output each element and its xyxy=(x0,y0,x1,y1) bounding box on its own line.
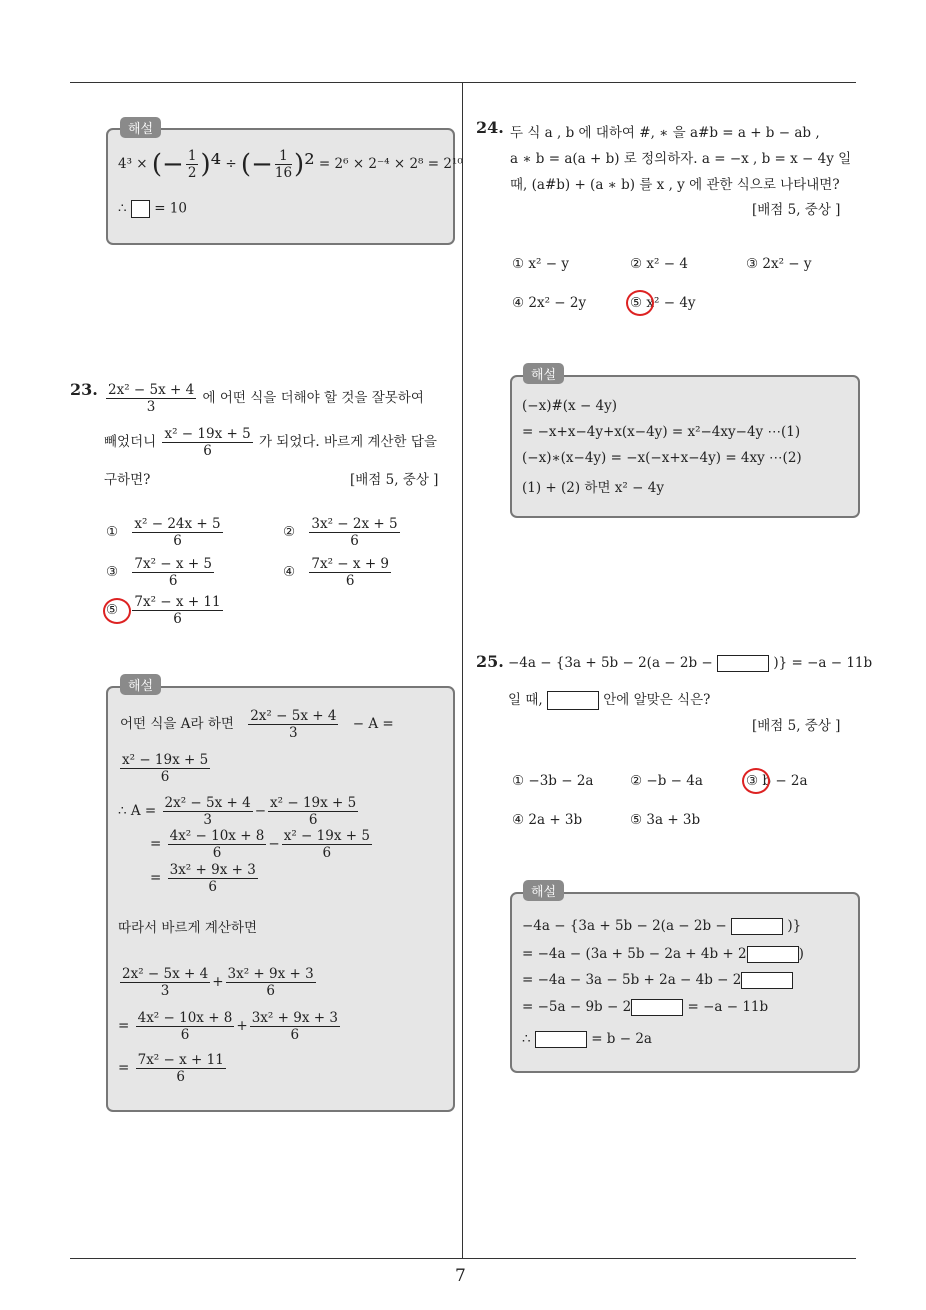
top-rule xyxy=(70,82,856,83)
q23-sol-frac-b: $\frac{\text{x² − 19x + 5}}{6}$ xyxy=(122,752,209,785)
q24-stem-line1: 두 식 a , b 에 대하여 #, ∗ 을 a#b = a + b − ab , xyxy=(510,125,820,141)
q23-choice-3[interactable]: ③ $\frac{\text{7x² − x + 5}}{6}$ xyxy=(106,556,213,589)
q25-blank-box-2 xyxy=(547,691,599,710)
q23-choice-4[interactable]: ④ $\frac{\text{7x² − x + 9}}{6}$ xyxy=(283,556,390,589)
q24-solution-tag: 해설 xyxy=(523,363,564,384)
q23-sol-intro: 어떤 식을 A라 하면 $\frac{\text{2x² − 5x + 4}}{3}$ − A = xyxy=(120,708,394,741)
q24-stem-line2: a ∗ b = a(a + b) 로 정의하자. a = −x , b = x − 4y 일 xyxy=(510,151,852,167)
q25-choice-3[interactable]: ③ b − 2a xyxy=(746,773,808,789)
q23-answer-mark xyxy=(103,598,131,624)
q25-sol-line2: = −4a − (3a + 5b − 2a + 4b + 2 ) xyxy=(522,946,804,962)
q24-sol-line1: (−x)#(x − 4y) xyxy=(522,398,618,414)
q24-choice-5[interactable]: ⑤ x² − 4y xyxy=(630,295,696,311)
q25-sol-blank-3 xyxy=(741,972,793,989)
q25-choice-4[interactable]: ④ 2a + 3b xyxy=(512,812,583,828)
q23-sol-therefore: 따라서 바르게 계산하면 xyxy=(118,920,257,936)
q23-sol-step2: = $\frac{\text{4x² − 10x + 8}}{6}$ − $\frac{\text{x² − 19x + 5}}{6}$ xyxy=(150,828,370,861)
q24-choice-1[interactable]: ① x² − y xyxy=(512,256,569,272)
q25-answer-mark xyxy=(742,768,770,794)
q23-solution-tag: 해설 xyxy=(120,674,161,695)
q22-solution-box xyxy=(106,128,455,245)
q23-choice-2[interactable]: ② $\frac{\text{3x² − 2x + 5}}{6}$ xyxy=(283,516,398,549)
q25-sol-line1: −4a − {3a + 5b − 2(a − 2b − )} xyxy=(522,918,802,934)
q25-sol-line5: ∴ = b − 2a xyxy=(522,1031,652,1047)
q23-sol-sum2: = $\frac{\text{4x² − 10x + 8}}{6}$ + $\frac{\text{3x² + 9x + 3}}{6}$ xyxy=(118,1010,338,1043)
q24-choice-4[interactable]: ④ 2x² − 2y xyxy=(512,295,587,311)
page-number: 7 xyxy=(455,1266,466,1286)
q23-sol-step1: ∴ A = $\frac{\text{2x² − 5x + 4}}{3}$ − $\frac{\text{x² − 19x + 5}}{6}$ xyxy=(118,795,357,828)
q24-choice-3[interactable]: ③ 2x² − y xyxy=(746,256,812,272)
q25-choice-2[interactable]: ② −b − 4a xyxy=(630,773,703,789)
q24-sol-line2: = −x+x−4y+x(x−4y) = x²−4xy−4y ⋯(1) xyxy=(522,424,801,440)
q22-solution-line2: ∴ = 10 xyxy=(118,200,187,217)
q23-choice-5[interactable]: ⑤ $\frac{\text{7x² − x + 11}}{6}$ xyxy=(106,594,221,627)
q23-number: 23. xyxy=(70,380,98,399)
q25-stem-line2: 일 때, 안에 알맞은 식은? xyxy=(508,692,711,708)
q25-stem-line1: −4a − {3a + 5b − 2(a − 2b − )} = −a − 11b xyxy=(508,655,873,671)
q25-sol-blank-2 xyxy=(747,946,799,963)
q24-answer-mark xyxy=(626,290,654,316)
q24-choice-2[interactable]: ② x² − 4 xyxy=(630,256,688,272)
answer-blank-box xyxy=(131,200,150,218)
q22-solution-tag: 해설 xyxy=(120,117,161,138)
q25-sol-blank-1 xyxy=(731,918,783,935)
q25-choice-5[interactable]: ⑤ 3a + 3b xyxy=(630,812,701,828)
q23-sol-step3: = $\frac{\text{3x² + 9x + 3}}{6}$ xyxy=(150,862,256,895)
q25-solution-tag: 해설 xyxy=(523,880,564,901)
q25-sol-line4: = −5a − 9b − 2 = −a − 11b xyxy=(522,999,769,1015)
q25-number: 25. xyxy=(476,652,504,671)
q23-stem-line2: 빼었더니 $\frac{\text{x² − 19x + 5}}{6}$ 가 되었다. 바르게 계산한 답을 xyxy=(104,426,437,459)
q24-sol-line4: (1) + (2) 하면 x² − 4y xyxy=(522,480,664,496)
q24-stem-line3: 때, (a#b) + (a ∗ b) 를 x , y 에 관한 식으로 나타내면? xyxy=(510,177,840,193)
q23-sol-sum1: $\frac{\text{2x² − 5x + 4}}{3}$ + $\frac{\text{3x² + 9x + 3}}{6}$ xyxy=(122,966,314,999)
q24-score: [배점 5, 중상 ] xyxy=(752,202,841,218)
q25-sol-line3: = −4a − 3a − 5b + 2a − 4b − 2 xyxy=(522,972,793,989)
q24-sol-line3: (−x)∗(x−4y) = −x(−x+x−4y) = 4xy ⋯(2) xyxy=(522,450,802,466)
q23-solution-box xyxy=(106,686,455,1112)
q25-sol-blank-4 xyxy=(631,999,683,1016)
q23-stem-line3: 구하면? xyxy=(104,472,151,488)
q23-score: [배점 5, 중상 ] xyxy=(350,472,439,488)
q23-sol-sum3: = $\frac{\text{7x² − x + 11}}{6}$ xyxy=(118,1052,224,1085)
q25-blank-box xyxy=(717,655,769,672)
q25-choice-1[interactable]: ① −3b − 2a xyxy=(512,773,594,789)
q24-number: 24. xyxy=(476,118,504,137)
q23-choice-1[interactable]: ① $\frac{\text{x² − 24x + 5}}{6}$ xyxy=(106,516,221,549)
q24-solution-box xyxy=(510,375,860,518)
q23-stem-line1: $\frac{\text{2x² − 5x + 4}}{3}$ 에 어떤 식을 더해야 할 것을 잘못하여 xyxy=(108,382,424,415)
q22-solution-line1: 4³ × (− $\frac{1}{2}$ )⁴ ÷ (− $\frac{1}{16}$ )² = 2⁶ × 2⁻⁴ × 2⁸ = 2¹⁰ xyxy=(118,148,463,181)
q25-score: [배점 5, 중상 ] xyxy=(752,718,841,734)
bottom-rule xyxy=(70,1258,856,1259)
q25-sol-blank-5 xyxy=(535,1031,587,1048)
column-divider xyxy=(462,83,463,1258)
